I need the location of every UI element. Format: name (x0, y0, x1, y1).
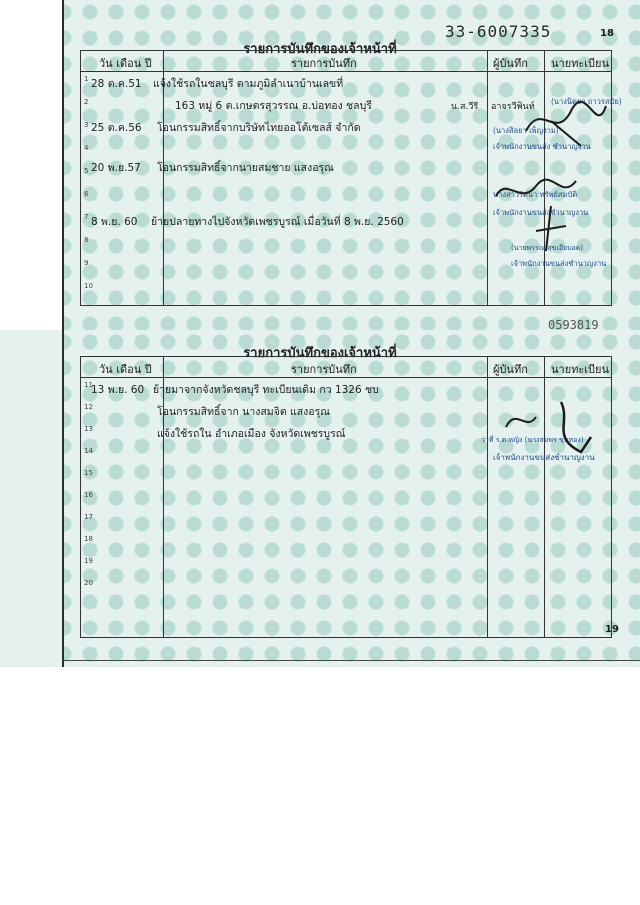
header-entry: รายการบันทึก (291, 57, 357, 70)
page-number: 18 (600, 28, 614, 39)
officer-stamp: ว่าที่ ร.ต.หญิง (นางสมพร ขุนทอง) (481, 436, 584, 444)
entry-text: โอนกรรมสิทธิ์จากนายสมชาย แสงอรุณ (157, 162, 334, 174)
handwritten-signature (501, 397, 601, 457)
officer-stamp: เจ้าพนักงานขนส่งชำนาญงาน (493, 208, 589, 217)
header-recorder: ผู้บันทึก (493, 57, 528, 70)
page-bottom-edge (62, 660, 640, 671)
row-number: 7 (84, 213, 89, 221)
row-number: 20 (84, 579, 93, 587)
entry-text: ย้ายปลายทางไปจังหวัดเพชรบูรณ์ เมื่อวันที่ 8 พ.ย. 2560 (151, 216, 404, 228)
entry-text: แจ้งใช้รถใน อำเภอเมือง จังหวัดเพชรบูรณ์ (157, 428, 346, 440)
header-entry: รายการบันทึก (291, 363, 357, 376)
header-date: วัน เดือน ปี (99, 57, 152, 70)
handwritten-signature (526, 201, 576, 261)
document-number: 33-6007335 (445, 22, 552, 41)
header-recorder: ผู้บันทึก (493, 363, 528, 376)
officer-stamp: เจ้าพนักงานขนส่งชำนาญงาน (511, 259, 607, 268)
row-number: 11 (84, 381, 93, 389)
record-table (80, 356, 612, 638)
officer-stamp: (นางนิตยา ถาวรสมัย) (551, 97, 622, 106)
entry-text: โอนกรรมสิทธิ์จาก นางสมจิต แสงอรุณ (157, 406, 330, 418)
row-number: 18 (84, 535, 93, 543)
page-spine (0, 330, 64, 667)
row-number: 15 (84, 469, 93, 477)
entry-text: 163 หมู่ 6 ต.เกษตรสุวรรณ อ.บ่อทอง ชลบุรี (175, 100, 372, 112)
officer-name: น.ส.วีรี (451, 102, 479, 112)
entry-date: 8 พ.ย. 60 (91, 216, 138, 228)
row-number: 19 (84, 557, 93, 565)
entry-date: 13 พ.ย. 60 (91, 384, 145, 396)
table-header (81, 357, 611, 378)
section-title: รายการบันทึกของเจ้าหน้าที่ (243, 346, 397, 361)
row-number: 1 (84, 75, 89, 83)
entry-date: 20 พ.ย.57 (91, 162, 141, 174)
row-number: 13 (84, 425, 93, 433)
header-registrar: นายทะเบียน (551, 363, 610, 376)
entry-date: 28 ต.ค.51 (91, 78, 142, 90)
record-table (80, 50, 622, 306)
row-number: 14 (84, 447, 93, 455)
entry-text: แจ้งใช้รถในชลบุรี ตามภูมิลำเนาบ้านเลขที่ (153, 78, 344, 90)
entry-text: ย้ายมาจากจังหวัดชลบุรี ทะเบียนเดิม กว 1326 ชบ (153, 384, 379, 396)
page-number: 19 (605, 624, 619, 635)
officer-stamp: (นางสิลยา เพ็ญงาม) (493, 126, 559, 135)
entry-text: โอนกรรมสิทธิ์จากบริษัทไทยออโต้เซลส์ จำกัด (157, 122, 361, 134)
officer-stamp: เจ้าพนักงานขนส่ง ชำนาญงาน (493, 142, 591, 151)
table-header (81, 51, 611, 72)
handwritten-signature (521, 91, 611, 151)
document-number: 0593819 (548, 318, 599, 332)
header-date: วัน เดือน ปี (99, 363, 152, 376)
row-number: 9 (84, 259, 89, 267)
register-page-18 (0, 0, 640, 330)
officer-stamp: เจ้าพนักงานขนส่งชำนาญงาน (493, 453, 595, 462)
header-registrar: นายทะเบียน (551, 57, 610, 70)
row-number: 3 (84, 121, 89, 129)
officer-stamp: นางสาวรัตนา ทรัพย์สมบัติ (493, 190, 578, 199)
officer-stamp: (นายพรรณ สุขเอียบอด) (511, 244, 584, 252)
row-number: 8 (84, 236, 89, 244)
row-number: 12 (84, 403, 93, 411)
row-number: 6 (84, 190, 89, 198)
section-title: รายการบันทึกของเจ้าหน้าที่ (243, 42, 397, 57)
row-number: 16 (84, 491, 93, 499)
row-number: 5 (84, 167, 89, 175)
officer-name: อาจรวีพินท์ (491, 102, 535, 112)
row-number: 17 (84, 513, 93, 521)
row-number: 10 (84, 282, 93, 290)
row-number: 4 (84, 144, 89, 152)
register-page-19 (0, 318, 640, 667)
entry-date: 25 ต.ค.56 (91, 122, 142, 134)
row-number: 2 (84, 98, 89, 106)
